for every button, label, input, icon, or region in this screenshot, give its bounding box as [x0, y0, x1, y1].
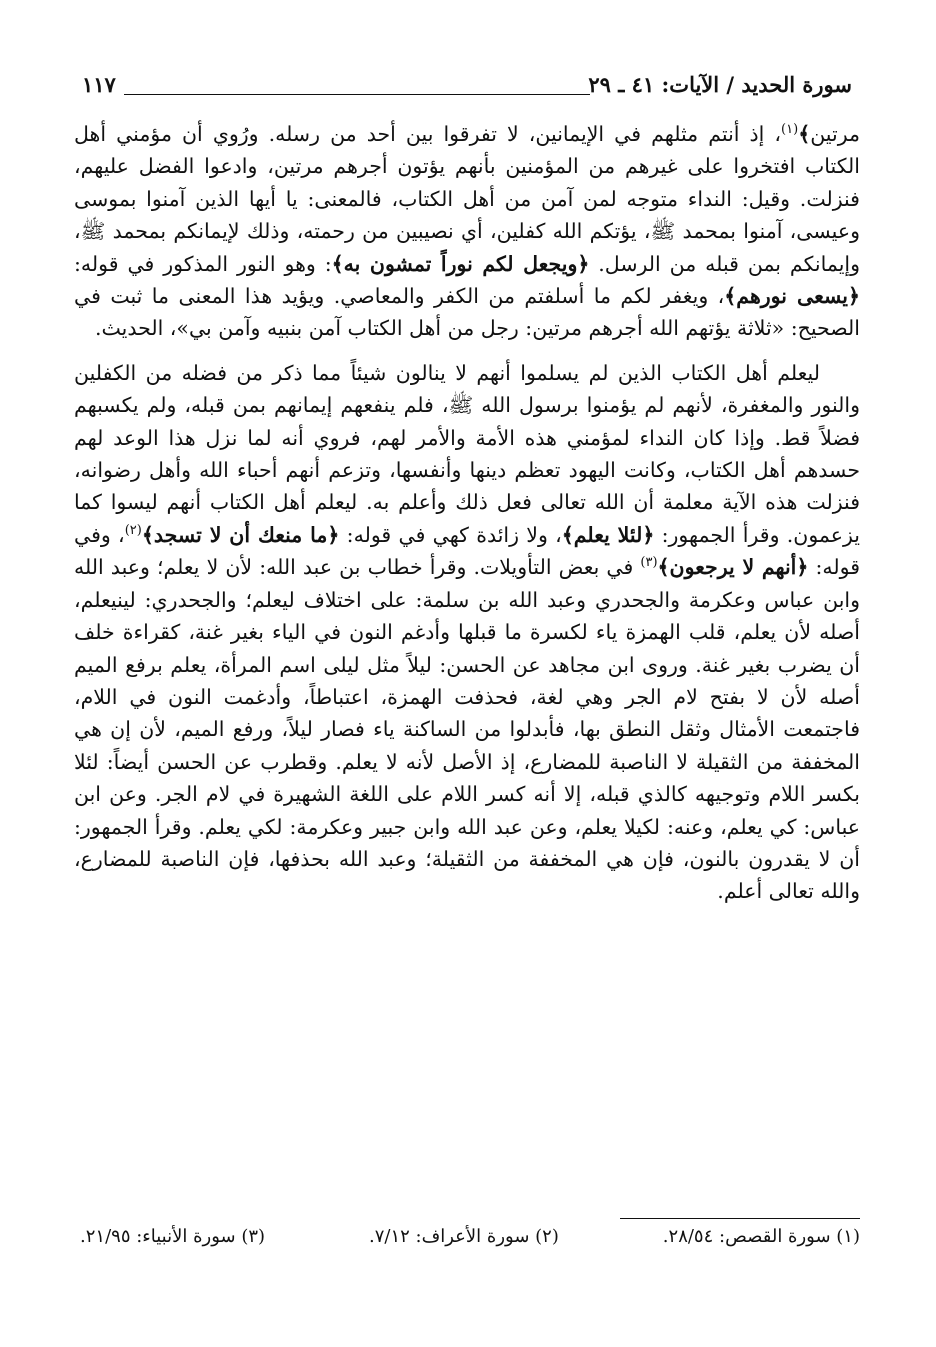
page-header: [82, 68, 852, 108]
paragraph-2: [74, 357, 860, 908]
header-rule: [124, 94, 590, 95]
text-segment: مرتين: [810, 122, 860, 146]
text-segment: ، إذ أنتم مثلهم في الإيمانين، لا تفرقوا بين أحد من رسله. ورُوي أن مؤمني أهل الكتاب افتخروا على غيرهم من المؤمنين بأنهم يؤتون أجرهم مرتين، وادعوا الفضل عليهم، فنزلت. وقيل: النداء متوجه لمن آمن من أهل الكتاب، فالمعنى: يا أيها الذين آمنوا بموسى وعيسى، آمنوا بمحمد ﷺ، يؤتكم الله كفلين، أي نصيبين من رحمته، وذلك لإيمانكم بمحمد ﷺ، وإيمانكم بمن قبله من الرسل.: [74, 122, 860, 276]
paragraph-1: [74, 118, 860, 345]
main-text: [74, 118, 860, 908]
page-number: ١١٧: [82, 72, 116, 97]
text-segment: ، وفي قوله:: [74, 522, 860, 580]
footnote-ref-3: (٣): [640, 555, 658, 571]
quran-quote: ﴿أنهم لا يرجعون﴾: [657, 555, 809, 580]
footnote-ref-2: (٢): [124, 523, 142, 539]
footnote-3: (٣) سورة الأنبياء: ٢١/٩٥.: [80, 1226, 266, 1247]
footnotes: [80, 1226, 860, 1247]
quran-quote: ﴿لئلا يعلم﴾: [561, 522, 655, 547]
footnote-1: (١) سورة القصص: ٢٨/٥٤.: [662, 1226, 860, 1247]
text-segment: ، ويغفر لكم ما أسلفتم من الكفر والمعاصي. ويؤيد هذا المعنى ما ثبت في الصحيح: «ثلاثة يؤتهم الله أجرهم مرتين: رجل من أهل الكتاب آمن بنبيه وآمن بي»، الحديث.: [74, 284, 860, 341]
footnote-rule: [620, 1218, 860, 1219]
footnote-2: (٢) سورة الأعراف: ٧/١٢.: [368, 1226, 559, 1247]
text-segment: في بعض التأويلات. وقرأ خطاب بن عبد الله: لأن لا يعلم؛ وعبد الله وابن عباس وعكرمة والجحدري وعبد الله بن سلمة: على اختلاف ليعلم؛ والجحدري: لينيعلم، أصله لأن يعلم، قلب الهمزة ياء لكسرة ما قبلها وأدغم النون في الياء بغير غنة، كقراءة خلف أن يضرب بغير غنة. وروى ابن مجاهد عن الحسن: ليلاً مثل ليلى اسم المرأة، يعلم برفع الميم أصله لأن لا بفتح لام الجر وهي لغة، فحذفت الهمزة، اعتباطاً، وأدغمت النون في اللام، فاجتمعت الأمثال وثقل النطق بها، فأبدلوا من الساكنة ياء فصار ليلاً، ورفع الميم، لأن إن هي المخففة من الثقيلة لا الناصبة للمضارع، إذ الأصل لأنه لا يعلم. وقطرب عن الحسن أيضاً: لئلا بكسر اللام وتوجيهه كالذي قبله، إلا أنه كسر اللام على اللغة الشهيرة في لام الجر. وعن ابن عباس: كي يعلم، وعنه: لكيلا يعلم، وعن عبد الله وابن جبير وعكرمة: لكي يعلم. وقرأ الجمهور: أن لا يقدرون بالنون، فإن هي المخففة من الثقيلة؛ وعبد الله بحذفها، فإن الناصبة للمضارع، والله تعالى أعلم.: [74, 555, 860, 904]
text-segment: : وهو النور المذكور في قوله:: [74, 251, 332, 276]
quran-quote: ﴿ويجعل لكم نوراً تمشون به﴾: [331, 251, 590, 276]
text-segment: ، ولا زائدة كهي في قوله:: [339, 522, 562, 547]
text-segment: ليعلم أهل الكتاب الذين لم يسلموا أنهم لا ينالون شيئاً مما ذكر من فضله من الكفلين والنور والمغفرة، لأنهم لم يؤمنوا برسول الله ﷺ، فلم ينفعهم إيمانهم بمن قبله، ولم يكسبهم فضلاً قط. وإذا كان النداء لمؤمني هذه الأمة والأمر لهم، فروي أنه لما نزل هذا الوعد لهم حسدهم أهل الكتاب، وكانت اليهود تعظم دينها وأنفسها، وتزعم أنهم أحباء الله وأهل رضوانه، فنزلت هذه الآية معلمة أن الله تعالى فعل ذلك وأعلم به. ليعلم أهل الكتاب أنهم ليسوا كما يزعمون. وقرأ الجمهور:: [74, 360, 861, 547]
running-title: سورة الحديد / الآيات: ٤١ ـ ٢٩: [588, 72, 852, 97]
quran-quote: ﴿يسعى نورهم﴾: [724, 284, 861, 309]
quran-quote: ﴿ما منعك أن لا تسجد﴾: [141, 522, 340, 547]
quran-bracket-close: ﴾: [798, 122, 811, 146]
footnote-ref-1: (١): [781, 122, 799, 138]
